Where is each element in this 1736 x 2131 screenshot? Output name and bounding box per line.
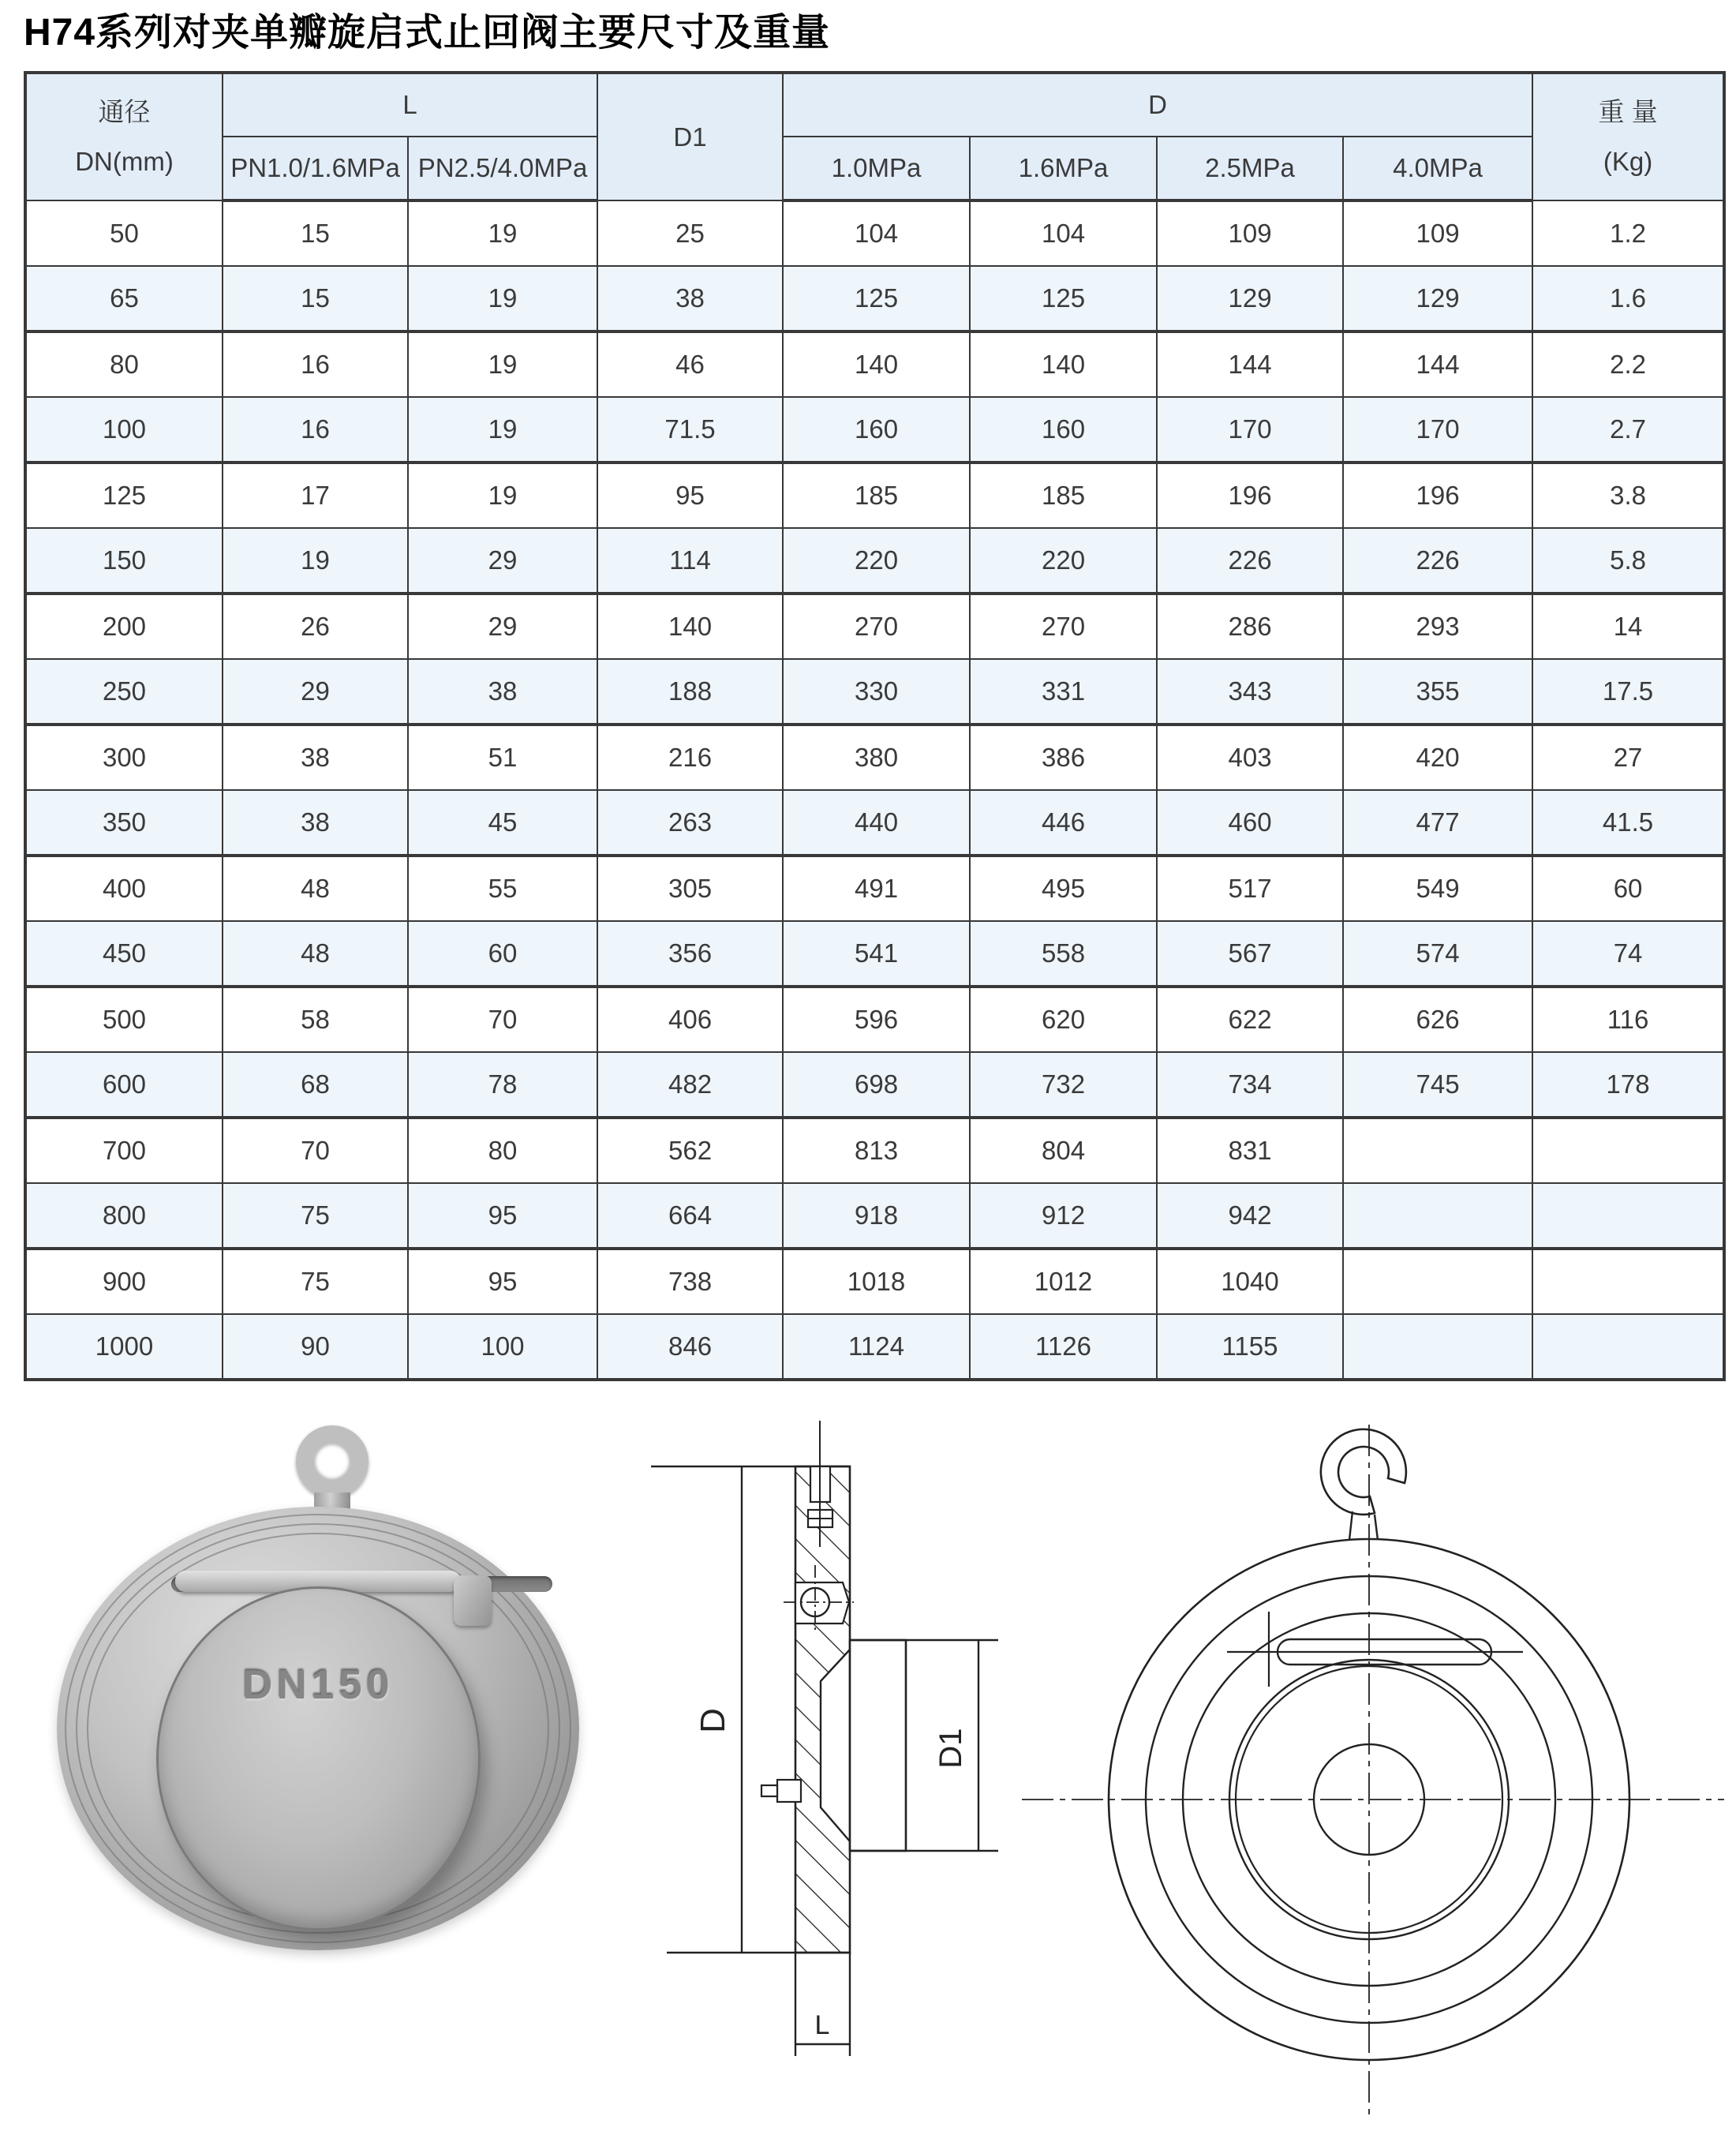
table-cell: 58 [223, 987, 408, 1052]
table-row [25, 1183, 1724, 1249]
table-cell: 19 [408, 266, 597, 331]
lifting-eye-ring [296, 1425, 369, 1498]
table-row [25, 200, 1724, 266]
table-cell: 420 [1343, 725, 1532, 790]
table-cell: 95 [408, 1183, 597, 1249]
table-cell: 15 [223, 200, 408, 266]
table-cell: 596 [783, 987, 970, 1052]
table-body [25, 200, 1724, 1380]
table-cell: 19 [408, 331, 597, 397]
table-cell: 170 [1343, 397, 1532, 463]
table-cell: 19 [408, 397, 597, 463]
table-row [25, 1052, 1724, 1118]
table-cell: 500 [25, 987, 223, 1052]
table-cell: 517 [1157, 856, 1343, 921]
table-cell: 406 [597, 987, 783, 1052]
table-cell: 78 [408, 1052, 597, 1118]
table-cell: 356 [597, 921, 783, 987]
table-cell: 263 [597, 790, 783, 856]
table-cell: 403 [1157, 725, 1343, 790]
header-d1: D1 [597, 73, 783, 200]
table-row [25, 397, 1724, 463]
table-cell: 562 [597, 1118, 783, 1183]
valve-photo [24, 1417, 623, 1969]
table-cell: 386 [970, 725, 1157, 790]
table-cell: 60 [408, 921, 597, 987]
table-cell: 738 [597, 1249, 783, 1314]
table-cell: 51 [408, 725, 597, 790]
seat-notch [821, 1650, 850, 1841]
table-cell: 2.7 [1532, 397, 1724, 463]
table-cell: 460 [1157, 790, 1343, 856]
header-l-pn10-16: PN1.0/1.6MPa [223, 137, 408, 200]
disc-section [850, 1640, 906, 1851]
table-cell: 250 [25, 659, 223, 725]
table-cell: 48 [223, 921, 408, 987]
table-cell: 140 [783, 331, 970, 397]
table-cell: 129 [1343, 266, 1532, 331]
table-cell: 831 [1157, 1118, 1343, 1183]
table-cell: 196 [1157, 463, 1343, 528]
table-cell: 350 [25, 790, 223, 856]
table-cell: 46 [597, 331, 783, 397]
l-dimension-label: L [814, 2010, 830, 2040]
table-cell: 170 [1157, 397, 1343, 463]
table-cell: 446 [970, 790, 1157, 856]
table-cell: 813 [783, 1118, 970, 1183]
table-cell: 226 [1343, 528, 1532, 594]
table-cell: 491 [783, 856, 970, 921]
table-row [25, 790, 1724, 856]
table-cell: 330 [783, 659, 970, 725]
table-cell: 74 [1532, 921, 1724, 987]
table-cell: 95 [597, 463, 783, 528]
header-d-25mpa: 2.5MPa [1157, 137, 1343, 200]
table-cell: 140 [597, 594, 783, 659]
table-cell: 622 [1157, 987, 1343, 1052]
table-cell: 160 [783, 397, 970, 463]
table-cell: 114 [597, 528, 783, 594]
table-cell: 400 [25, 856, 223, 921]
table-row [25, 463, 1724, 528]
table-cell [1343, 1118, 1532, 1183]
section-drawing [639, 1417, 1006, 2131]
table-cell: 200 [25, 594, 223, 659]
table-cell: 477 [1343, 790, 1532, 856]
table-cell: 38 [597, 266, 783, 331]
table-cell [1532, 1249, 1724, 1314]
table-cell: 734 [1157, 1052, 1343, 1118]
table-cell [1343, 1249, 1532, 1314]
table-cell: 912 [970, 1183, 1157, 1249]
table-cell: 38 [223, 790, 408, 856]
table-cell: 160 [970, 397, 1157, 463]
valve-disc [156, 1586, 481, 1931]
table-cell: 600 [25, 1052, 223, 1118]
table-cell: 541 [783, 921, 970, 987]
header-d-10mpa: 1.0MPa [783, 137, 970, 200]
table-row [25, 725, 1724, 790]
table-cell: 70 [408, 987, 597, 1052]
table-row [25, 266, 1724, 331]
table-cell: 380 [783, 725, 970, 790]
table-cell: 220 [970, 528, 1157, 594]
table-cell: 104 [783, 200, 970, 266]
front-view-svg [1018, 1417, 1732, 2127]
table-cell: 732 [970, 1052, 1157, 1118]
table-cell: 1012 [970, 1249, 1157, 1314]
table-cell: 29 [408, 594, 597, 659]
table-cell: 19 [223, 528, 408, 594]
table-cell: 100 [25, 397, 223, 463]
table-cell: 942 [1157, 1183, 1343, 1249]
header-dn-line2: DN(mm) [75, 146, 174, 176]
table-cell: 574 [1343, 921, 1532, 987]
table-cell: 5.8 [1532, 528, 1724, 594]
table-cell: 846 [597, 1314, 783, 1380]
table-cell: 15 [223, 266, 408, 331]
table-cell: 1124 [783, 1314, 970, 1380]
table-cell: 116 [1532, 987, 1724, 1052]
table-cell: 440 [783, 790, 970, 856]
table-cell: 450 [25, 921, 223, 987]
table-cell: 65 [25, 266, 223, 331]
header-l-pn25-40: PN2.5/4.0MPa [408, 137, 597, 200]
page-title: H74系列对夹单瓣旋启式止回阀主要尺寸及重量 [24, 12, 831, 54]
lifting-hook [1321, 1429, 1406, 1515]
table-cell: 185 [970, 463, 1157, 528]
lower-bolt-tip [761, 1785, 777, 1796]
table-cell: 558 [970, 921, 1157, 987]
table-cell: 17.5 [1532, 659, 1724, 725]
table-cell: 26 [223, 594, 408, 659]
table-cell: 270 [783, 594, 970, 659]
table-row [25, 1249, 1724, 1314]
table-cell: 286 [1157, 594, 1343, 659]
table-cell: 220 [783, 528, 970, 594]
table-row [25, 921, 1724, 987]
table-cell: 664 [597, 1183, 783, 1249]
header-d-40mpa: 4.0MPa [1343, 137, 1532, 200]
table-row [25, 659, 1724, 725]
table-cell: 1018 [783, 1249, 970, 1314]
table-row [25, 856, 1724, 921]
table-cell: 196 [1343, 463, 1532, 528]
embossed-size-text: DN150 [242, 1662, 395, 1708]
table-cell: 90 [223, 1314, 408, 1380]
table-cell: 1126 [970, 1314, 1157, 1380]
table-cell: 495 [970, 856, 1157, 921]
lower-bolt [777, 1780, 801, 1802]
table-cell: 216 [597, 725, 783, 790]
header-d-16mpa: 1.6MPa [970, 137, 1157, 200]
front-view-drawing [1018, 1417, 1732, 2131]
header-d: D [783, 73, 1532, 137]
table-cell: 29 [223, 659, 408, 725]
header-weight [1532, 73, 1724, 200]
table-row [25, 987, 1724, 1052]
table-cell: 178 [1532, 1052, 1724, 1118]
table-cell: 80 [25, 331, 223, 397]
table-cell: 144 [1157, 331, 1343, 397]
table-row [25, 331, 1724, 397]
table-cell: 19 [408, 200, 597, 266]
table-cell: 226 [1157, 528, 1343, 594]
d1-dimension-label: D1 [933, 1728, 968, 1769]
table-cell: 38 [408, 659, 597, 725]
hook-neck-right [1375, 1515, 1378, 1540]
hook-neck-left [1349, 1511, 1353, 1540]
table-cell: 17 [223, 463, 408, 528]
table-cell: 804 [970, 1118, 1157, 1183]
table-cell: 567 [1157, 921, 1343, 987]
table-cell: 27 [1532, 725, 1724, 790]
table-cell: 1040 [1157, 1249, 1343, 1314]
table-cell: 150 [25, 528, 223, 594]
table-cell [1532, 1183, 1724, 1249]
table-cell: 109 [1343, 200, 1532, 266]
table-cell: 41.5 [1532, 790, 1724, 856]
table-cell: 125 [783, 266, 970, 331]
table-cell: 125 [25, 463, 223, 528]
table-cell: 700 [25, 1118, 223, 1183]
table-cell: 1.6 [1532, 266, 1724, 331]
header-dn-line1: 通径 [98, 97, 151, 127]
table-cell: 144 [1343, 331, 1532, 397]
table-cell: 48 [223, 856, 408, 921]
header-dn [25, 73, 223, 200]
table-cell [1532, 1118, 1724, 1183]
table-cell: 50 [25, 200, 223, 266]
table-cell: 140 [970, 331, 1157, 397]
table-cell: 745 [1343, 1052, 1532, 1118]
table-cell: 698 [783, 1052, 970, 1118]
table-cell: 29 [408, 528, 597, 594]
table-cell: 75 [223, 1183, 408, 1249]
table-cell: 14 [1532, 594, 1724, 659]
table-cell: 918 [783, 1183, 970, 1249]
table-cell: 300 [25, 725, 223, 790]
table-cell [1343, 1183, 1532, 1249]
header-weight-line1: 重 量 [1598, 97, 1658, 127]
table-cell: 185 [783, 463, 970, 528]
table-row [25, 528, 1724, 594]
table-cell: 16 [223, 331, 408, 397]
table-cell: 109 [1157, 200, 1343, 266]
table-cell: 71.5 [597, 397, 783, 463]
table-cell: 68 [223, 1052, 408, 1118]
table-row [25, 594, 1724, 659]
table-cell: 95 [408, 1249, 597, 1314]
table-cell: 45 [408, 790, 597, 856]
table-cell: 16 [223, 397, 408, 463]
table-cell: 19 [408, 463, 597, 528]
table-cell: 188 [597, 659, 783, 725]
header-l: L [223, 73, 597, 137]
table-cell: 2.2 [1532, 331, 1724, 397]
table-cell: 3.8 [1532, 463, 1724, 528]
table-cell: 626 [1343, 987, 1532, 1052]
table-cell: 100 [408, 1314, 597, 1380]
table-cell: 25 [597, 200, 783, 266]
table-cell [1343, 1314, 1532, 1380]
table-cell: 1155 [1157, 1314, 1343, 1380]
table-cell: 800 [25, 1183, 223, 1249]
table-cell: 70 [223, 1118, 408, 1183]
table-cell: 331 [970, 659, 1157, 725]
table-cell: 305 [597, 856, 783, 921]
table-cell: 125 [970, 266, 1157, 331]
table-cell: 343 [1157, 659, 1343, 725]
table-cell: 55 [408, 856, 597, 921]
table-cell: 80 [408, 1118, 597, 1183]
table-cell: 620 [970, 987, 1157, 1052]
table-cell: 104 [970, 200, 1157, 266]
table-cell: 60 [1532, 856, 1724, 921]
table-cell: 129 [1157, 266, 1343, 331]
table-cell: 38 [223, 725, 408, 790]
table-cell: 900 [25, 1249, 223, 1314]
table-cell: 270 [970, 594, 1157, 659]
table-row [25, 1314, 1724, 1380]
table-cell: 293 [1343, 594, 1532, 659]
section-drawing-svg [639, 1417, 1006, 2127]
hinge-pin-bracket [454, 1575, 492, 1626]
table-cell [1532, 1314, 1724, 1380]
table-cell: 1.2 [1532, 200, 1724, 266]
table-cell: 482 [597, 1052, 783, 1118]
header-weight-line2: (Kg) [1603, 146, 1653, 176]
d-dimension-label: D [694, 1708, 732, 1733]
table-cell: 355 [1343, 659, 1532, 725]
table-row [25, 1118, 1724, 1183]
dimension-table [24, 71, 1726, 1381]
table-cell: 1000 [25, 1314, 223, 1380]
table-cell: 75 [223, 1249, 408, 1314]
table-cell: 549 [1343, 856, 1532, 921]
